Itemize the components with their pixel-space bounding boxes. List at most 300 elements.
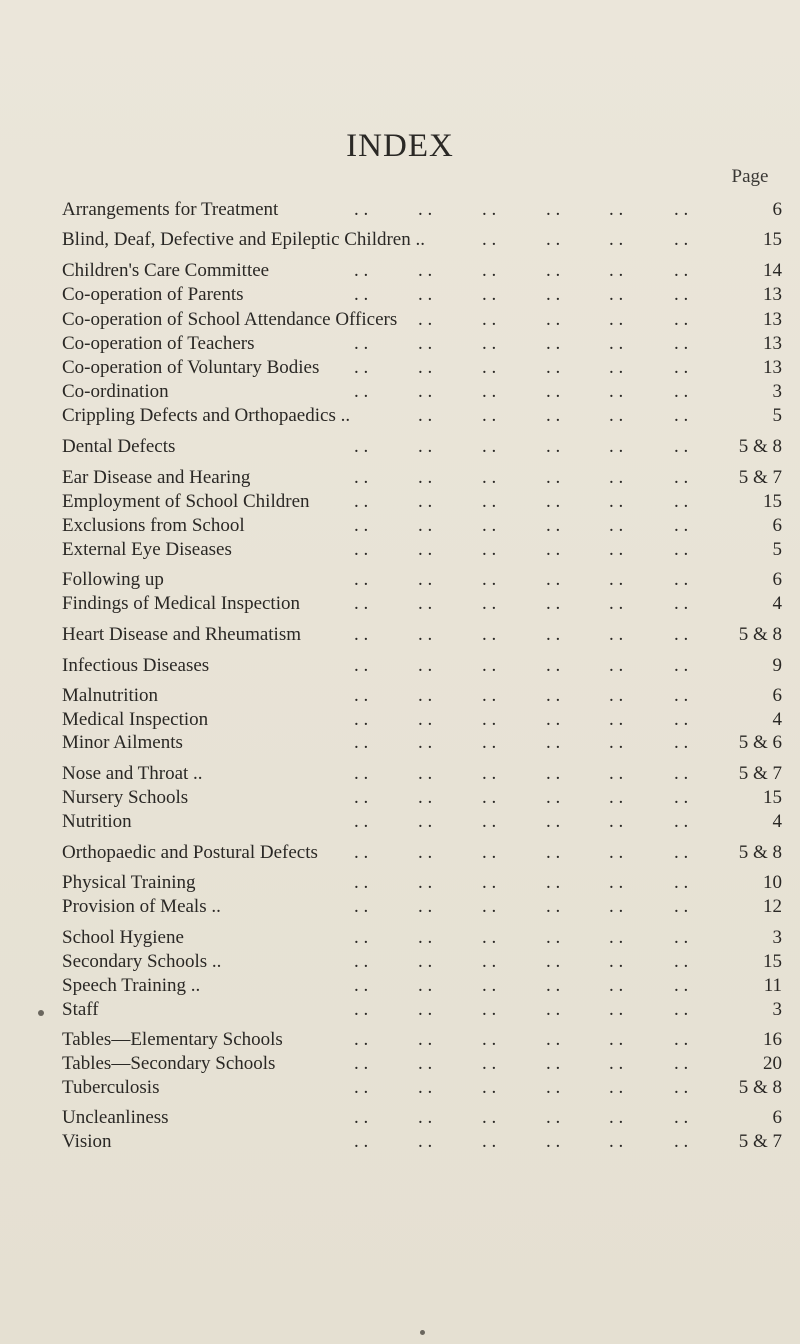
leader-dots: . . xyxy=(609,927,624,948)
leader-dots: . . xyxy=(546,1053,561,1074)
leader-dots: . . xyxy=(354,951,369,972)
leader-dots: . . xyxy=(674,491,689,512)
leader-dots: . . xyxy=(674,927,689,948)
entry-label: Dental Defects xyxy=(62,436,176,457)
leader-dots: . . xyxy=(609,842,624,863)
leader-dots: . . xyxy=(418,569,433,590)
leader-dots: . . xyxy=(609,1107,624,1128)
leader-dots: . . xyxy=(674,333,689,354)
entry-label: Uncleanliness xyxy=(62,1107,169,1128)
entry-page: 14 xyxy=(763,260,782,281)
leader-dots: . . xyxy=(482,309,497,330)
leader-dots: . . xyxy=(354,709,369,730)
leader-dots: . . xyxy=(674,685,689,706)
entry-label: Co-ordination xyxy=(62,381,169,402)
leader-dots: . . xyxy=(546,763,561,784)
entry-label: Heart Disease and Rheumatism xyxy=(62,624,302,645)
leader-dots: . . xyxy=(674,229,689,250)
leader-dots: . . xyxy=(354,1107,369,1128)
leader-dots: . . xyxy=(482,732,497,753)
leader-dots: . . xyxy=(609,811,624,832)
entry-label: Physical Training xyxy=(62,872,196,893)
leader-dots: . . xyxy=(546,593,561,614)
index-entry xyxy=(62,433,782,461)
leader-dots: . . xyxy=(609,975,624,996)
leader-dots: . . xyxy=(546,199,561,220)
entry-label: Findings of Medical Inspection xyxy=(62,593,300,614)
leader-dots: . . xyxy=(418,436,433,457)
entry-page: 13 xyxy=(763,284,782,305)
index-entry xyxy=(62,652,782,680)
leader-dots: . . xyxy=(354,927,369,948)
leader-dots: . . xyxy=(354,199,369,220)
leader-dots: . . xyxy=(354,1029,369,1050)
entry-label: Crippling Defects and Orthopaedics .. xyxy=(62,405,351,426)
leader-dots: . . xyxy=(609,381,624,402)
leader-dots: . . xyxy=(609,199,624,220)
entry-page: 4 xyxy=(772,593,782,614)
leader-dots: . . xyxy=(546,405,561,426)
leader-dots: . . xyxy=(354,732,369,753)
leader-dots: . . xyxy=(482,284,497,305)
entry-label: Medical Inspection xyxy=(62,709,209,730)
leader-dots: . . xyxy=(546,1029,561,1050)
entry-page: 6 xyxy=(772,199,782,220)
leader-dots: . . xyxy=(674,709,689,730)
leader-dots: . . xyxy=(674,515,689,536)
leader-dots: . . xyxy=(674,436,689,457)
leader-dots: . . xyxy=(546,709,561,730)
stray-mark xyxy=(38,1010,44,1016)
leader-dots: . . xyxy=(418,284,433,305)
entry-label: Secondary Schools .. xyxy=(62,951,222,972)
leader-dots: . . xyxy=(418,593,433,614)
leader-dots: . . xyxy=(418,655,433,676)
leader-dots: . . xyxy=(418,309,433,330)
leader-dots: . . xyxy=(546,491,561,512)
leader-dots: . . xyxy=(482,927,497,948)
leader-dots: . . xyxy=(546,896,561,917)
leader-dots: . . xyxy=(674,811,689,832)
leader-dots: . . xyxy=(418,685,433,706)
leader-dots: . . xyxy=(609,1131,624,1152)
leader-dots: . . xyxy=(546,357,561,378)
leader-dots: . . xyxy=(418,763,433,784)
leader-dots: . . xyxy=(482,539,497,560)
leader-dots: . . xyxy=(546,515,561,536)
leader-dots: . . xyxy=(418,199,433,220)
leader-dots: . . xyxy=(482,787,497,808)
leader-dots: . . xyxy=(674,999,689,1020)
leader-dots: . . xyxy=(674,467,689,488)
entry-page: 5 & 8 xyxy=(738,624,782,645)
leader-dots: . . xyxy=(674,1029,689,1050)
leader-dots: . . xyxy=(546,1077,561,1098)
leader-dots: . . xyxy=(418,357,433,378)
leader-dots: . . xyxy=(674,732,689,753)
leader-dots: . . xyxy=(609,999,624,1020)
entry-page: 5 xyxy=(772,405,782,426)
leader-dots: . . xyxy=(354,842,369,863)
leader-dots: . . xyxy=(482,515,497,536)
leader-dots: . . xyxy=(674,569,689,590)
leader-dots: . . xyxy=(418,333,433,354)
entry-page: 11 xyxy=(763,975,782,996)
leader-dots: . . xyxy=(546,309,561,330)
entry-label: Exclusions from School xyxy=(62,515,245,536)
index-entry xyxy=(62,808,782,836)
index-entry xyxy=(62,996,782,1024)
index-entry xyxy=(62,839,782,867)
index-entry xyxy=(62,1128,782,1156)
leader-dots: . . xyxy=(482,842,497,863)
entry-page: 15 xyxy=(763,229,782,250)
leader-dots: . . xyxy=(482,872,497,893)
leader-dots: . . xyxy=(546,467,561,488)
leader-dots: . . xyxy=(418,975,433,996)
leader-dots: . . xyxy=(418,842,433,863)
leader-dots: . . xyxy=(609,539,624,560)
leader-dots: . . xyxy=(482,763,497,784)
leader-dots: . . xyxy=(482,896,497,917)
leader-dots: . . xyxy=(482,260,497,281)
leader-dots: . . xyxy=(354,436,369,457)
entry-label: External Eye Diseases xyxy=(62,539,232,560)
entry-page: 6 xyxy=(772,515,782,536)
leader-dots: . . xyxy=(354,975,369,996)
entry-page: 5 & 8 xyxy=(738,842,782,863)
leader-dots: . . xyxy=(482,1131,497,1152)
leader-dots: . . xyxy=(674,539,689,560)
entry-label: Vision xyxy=(62,1131,112,1152)
page-column-header: Page xyxy=(731,166,769,187)
leader-dots: . . xyxy=(418,732,433,753)
leader-dots: . . xyxy=(482,381,497,402)
entry-page: 13 xyxy=(763,309,782,330)
leader-dots: . . xyxy=(418,999,433,1020)
leader-dots: . . xyxy=(482,229,497,250)
entry-label: Co-operation of Voluntary Bodies xyxy=(62,357,320,378)
leader-dots: . . xyxy=(546,787,561,808)
entry-page: 13 xyxy=(763,333,782,354)
entry-page: 15 xyxy=(763,491,782,512)
leader-dots: . . xyxy=(482,357,497,378)
leader-dots: . . xyxy=(482,685,497,706)
entry-label: Tables—Elementary Schools xyxy=(62,1029,283,1050)
leader-dots: . . xyxy=(546,975,561,996)
leader-dots: . . xyxy=(354,896,369,917)
leader-dots: . . xyxy=(674,842,689,863)
leader-dots: . . xyxy=(354,787,369,808)
entry-page: 9 xyxy=(772,655,782,676)
leader-dots: . . xyxy=(546,927,561,948)
leader-dots: . . xyxy=(674,309,689,330)
leader-dots: . . xyxy=(418,896,433,917)
leader-dots: . . xyxy=(418,491,433,512)
entry-label: Co-operation of Parents xyxy=(62,284,244,305)
leader-dots: . . xyxy=(482,1029,497,1050)
leader-dots: . . xyxy=(354,593,369,614)
leader-dots: . . xyxy=(418,927,433,948)
leader-dots: . . xyxy=(609,655,624,676)
leader-dots: . . xyxy=(546,1131,561,1152)
leader-dots: . . xyxy=(546,333,561,354)
leader-dots: . . xyxy=(418,467,433,488)
entry-page: 3 xyxy=(772,927,782,948)
leader-dots: . . xyxy=(609,872,624,893)
leader-dots: . . xyxy=(674,284,689,305)
leader-dots: . . xyxy=(418,1131,433,1152)
leader-dots: . . xyxy=(482,333,497,354)
entry-label: Tuberculosis xyxy=(62,1077,160,1098)
leader-dots: . . xyxy=(482,1077,497,1098)
entry-page: 10 xyxy=(763,872,782,893)
entry-label: Ear Disease and Hearing xyxy=(62,467,251,488)
leader-dots: . . xyxy=(354,872,369,893)
index-entry xyxy=(62,226,782,254)
leader-dots: . . xyxy=(609,569,624,590)
leader-dots: . . xyxy=(674,1131,689,1152)
index-entry xyxy=(62,281,782,309)
leader-dots: . . xyxy=(418,709,433,730)
leader-dots: . . xyxy=(418,260,433,281)
leader-dots: . . xyxy=(609,405,624,426)
leader-dots: . . xyxy=(482,405,497,426)
index-entry xyxy=(62,196,782,224)
leader-dots: . . xyxy=(482,1107,497,1128)
entry-page: 5 xyxy=(772,539,782,560)
leader-dots: . . xyxy=(609,491,624,512)
leader-dots: . . xyxy=(482,951,497,972)
leader-dots: . . xyxy=(482,467,497,488)
leader-dots: . . xyxy=(609,709,624,730)
leader-dots: . . xyxy=(418,515,433,536)
leader-dots: . . xyxy=(418,1077,433,1098)
entry-label: Nursery Schools xyxy=(62,787,189,808)
leader-dots: . . xyxy=(482,655,497,676)
leader-dots: . . xyxy=(546,260,561,281)
leader-dots: . . xyxy=(546,655,561,676)
entry-label: Orthopaedic and Postural Defects xyxy=(62,842,318,863)
index-entry xyxy=(62,621,782,649)
entry-label: Co-operation of Teachers xyxy=(62,333,255,354)
leader-dots: . . xyxy=(609,333,624,354)
entry-label: Arrangements for Treatment xyxy=(62,199,279,220)
leader-dots: . . xyxy=(609,1077,624,1098)
entry-label: Staff xyxy=(62,999,99,1020)
leader-dots: . . xyxy=(609,593,624,614)
entry-page: 15 xyxy=(763,787,782,808)
leader-dots: . . xyxy=(546,685,561,706)
leader-dots: . . xyxy=(609,896,624,917)
leader-dots: . . xyxy=(674,357,689,378)
leader-dots: . . xyxy=(418,405,433,426)
leader-dots: . . xyxy=(674,655,689,676)
leader-dots: . . xyxy=(354,260,369,281)
leader-dots: . . xyxy=(609,732,624,753)
leader-dots: . . xyxy=(482,999,497,1020)
leader-dots: . . xyxy=(418,624,433,645)
entry-label: Speech Training .. xyxy=(62,975,201,996)
leader-dots: . . xyxy=(354,333,369,354)
index-entry xyxy=(62,729,782,757)
leader-dots: . . xyxy=(418,787,433,808)
leader-dots: . . xyxy=(674,975,689,996)
leader-dots: . . xyxy=(418,1053,433,1074)
entry-page: 5 & 8 xyxy=(738,1077,782,1098)
leader-dots: . . xyxy=(354,357,369,378)
leader-dots: . . xyxy=(482,975,497,996)
entry-label: Provision of Meals .. xyxy=(62,896,221,917)
entry-page: 16 xyxy=(763,1029,782,1050)
index-entry xyxy=(62,893,782,921)
leader-dots: . . xyxy=(418,872,433,893)
entry-page: 5 & 7 xyxy=(738,467,782,488)
leader-dots: . . xyxy=(609,951,624,972)
index-entry xyxy=(62,1074,782,1102)
leader-dots: . . xyxy=(609,624,624,645)
leader-dots: . . xyxy=(674,593,689,614)
leader-dots: . . xyxy=(674,405,689,426)
entry-page: 5 & 7 xyxy=(738,1131,782,1152)
entry-page: 3 xyxy=(772,999,782,1020)
leader-dots: . . xyxy=(609,787,624,808)
leader-dots: . . xyxy=(609,1053,624,1074)
leader-dots: . . xyxy=(609,685,624,706)
leader-dots: . . xyxy=(609,357,624,378)
entry-label: Following up xyxy=(62,569,164,590)
leader-dots: . . xyxy=(609,515,624,536)
leader-dots: . . xyxy=(354,381,369,402)
leader-dots: . . xyxy=(546,284,561,305)
leader-dots: . . xyxy=(354,1077,369,1098)
leader-dots: . . xyxy=(354,491,369,512)
leader-dots: . . xyxy=(354,515,369,536)
leader-dots: . . xyxy=(546,1107,561,1128)
leader-dots: . . xyxy=(418,1029,433,1050)
leader-dots: . . xyxy=(354,811,369,832)
leader-dots: . . xyxy=(674,1107,689,1128)
leader-dots: . . xyxy=(354,1131,369,1152)
leader-dots: . . xyxy=(674,872,689,893)
leader-dots: . . xyxy=(546,811,561,832)
leader-dots: . . xyxy=(674,896,689,917)
entry-page: 12 xyxy=(763,896,782,917)
leader-dots: . . xyxy=(418,951,433,972)
leader-dots: . . xyxy=(418,811,433,832)
leader-dots: . . xyxy=(418,1107,433,1128)
entry-label: Co-operation of School Attendance Officers xyxy=(62,309,398,330)
leader-dots: . . xyxy=(354,1053,369,1074)
entry-page: 20 xyxy=(763,1053,782,1074)
entry-label: Blind, Deaf, Defective and Epileptic Children .. xyxy=(62,229,425,250)
entry-label: Nutrition xyxy=(62,811,132,832)
leader-dots: . . xyxy=(418,381,433,402)
leader-dots: . . xyxy=(674,260,689,281)
leader-dots: . . xyxy=(354,763,369,784)
leader-dots: . . xyxy=(546,732,561,753)
leader-dots: . . xyxy=(354,655,369,676)
entry-page: 13 xyxy=(763,357,782,378)
leader-dots: . . xyxy=(482,709,497,730)
index-entry xyxy=(62,536,782,564)
entry-label: Infectious Diseases xyxy=(62,655,210,676)
leader-dots: . . xyxy=(546,436,561,457)
leader-dots: . . xyxy=(354,467,369,488)
leader-dots: . . xyxy=(354,284,369,305)
leader-dots: . . xyxy=(482,1053,497,1074)
leader-dots: . . xyxy=(546,842,561,863)
entry-label: Minor Ailments xyxy=(62,732,183,753)
leader-dots: . . xyxy=(609,436,624,457)
leader-dots: . . xyxy=(609,467,624,488)
entry-page: 6 xyxy=(772,685,782,706)
leader-dots: . . xyxy=(609,284,624,305)
leader-dots: . . xyxy=(418,539,433,560)
entry-label: Nose and Throat .. xyxy=(62,763,203,784)
leader-dots: . . xyxy=(546,951,561,972)
leader-dots: . . xyxy=(546,624,561,645)
leader-dots: . . xyxy=(482,593,497,614)
leader-dots: . . xyxy=(674,1053,689,1074)
entry-page: 3 xyxy=(772,381,782,402)
leader-dots: . . xyxy=(354,539,369,560)
stray-mark xyxy=(420,1330,425,1335)
leader-dots: . . xyxy=(482,569,497,590)
entry-page: 5 & 8 xyxy=(738,436,782,457)
entry-label: School Hygiene xyxy=(62,927,184,948)
leader-dots: . . xyxy=(674,951,689,972)
entry-page: 5 & 6 xyxy=(738,732,782,753)
entry-page: 5 & 7 xyxy=(738,763,782,784)
leader-dots: . . xyxy=(674,624,689,645)
entry-page: 4 xyxy=(772,709,782,730)
leader-dots: . . xyxy=(674,381,689,402)
leader-dots: . . xyxy=(674,787,689,808)
leader-dots: . . xyxy=(674,1077,689,1098)
leader-dots: . . xyxy=(354,569,369,590)
leader-dots: . . xyxy=(546,569,561,590)
leader-dots: . . xyxy=(546,872,561,893)
index-entry xyxy=(62,590,782,618)
leader-dots: . . xyxy=(674,763,689,784)
leader-dots: . . xyxy=(482,811,497,832)
leader-dots: . . xyxy=(354,999,369,1020)
entry-label: Tables—Secondary Schools xyxy=(62,1053,276,1074)
leader-dots: . . xyxy=(674,199,689,220)
entry-label: Employment of School Children xyxy=(62,491,310,512)
entry-label: Malnutrition xyxy=(62,685,159,706)
page-title: INDEX xyxy=(346,128,454,164)
leader-dots: . . xyxy=(546,539,561,560)
entry-page: 6 xyxy=(772,569,782,590)
leader-dots: . . xyxy=(546,999,561,1020)
leader-dots: . . xyxy=(354,685,369,706)
entry-page: 6 xyxy=(772,1107,782,1128)
leader-dots: . . xyxy=(482,624,497,645)
leader-dots: . . xyxy=(609,1029,624,1050)
index-entry xyxy=(62,402,782,430)
entry-page: 4 xyxy=(772,811,782,832)
leader-dots: . . xyxy=(482,436,497,457)
leader-dots: . . xyxy=(609,260,624,281)
leader-dots: . . xyxy=(546,381,561,402)
leader-dots: . . xyxy=(546,229,561,250)
leader-dots: . . xyxy=(354,624,369,645)
leader-dots: . . xyxy=(609,309,624,330)
leader-dots: . . xyxy=(482,199,497,220)
entry-label: Children's Care Committee xyxy=(62,260,270,281)
